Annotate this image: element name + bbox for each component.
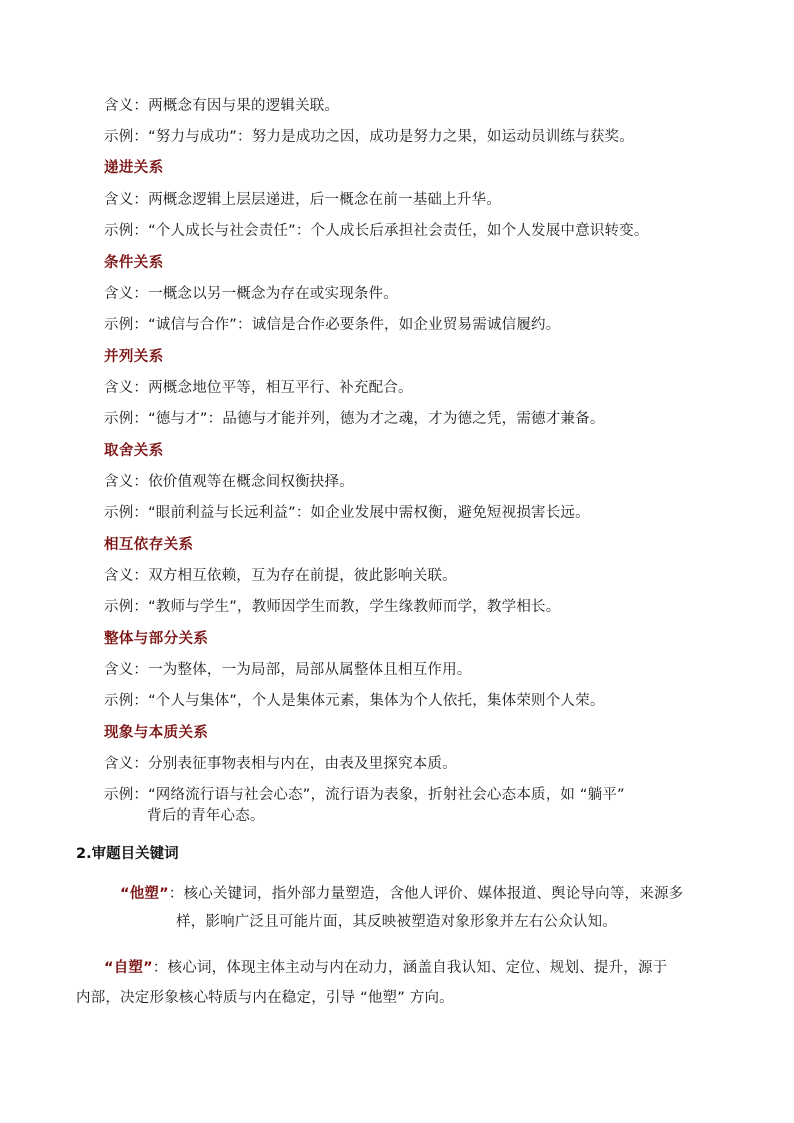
zisu-text-line1: ：核心词，体现主体主动与内在动力，涵盖自我认知、定位、规划、提升，源于 — [152, 960, 668, 976]
heading-whole-part-relation: 整体与部分关系 — [104, 631, 209, 647]
whole-part-example: 示例：“个人与集体”，个人是集体元素，集体为个人依托，集体荣则个人荣。 — [104, 693, 605, 709]
phenomenon-essence-example-continued: 背后的青年心态。 — [147, 808, 265, 824]
tradeoff-meaning: 含义：依价值观等在概念间权衡抉择。 — [104, 474, 354, 490]
tasu-paragraph-line1 — [120, 884, 683, 904]
interdependence-example: 示例：“教师与学生”，教师因学生而教，学生缘教师而学，教学相长。 — [104, 599, 561, 615]
tasu-keyword: “他塑” — [120, 886, 169, 902]
tradeoff-example: 示例：“眼前利益与长远利益”：如企业发展中需权衡，避免短视损害长远。 — [104, 505, 590, 521]
heading-parallel-relation: 并列关系 — [104, 349, 164, 365]
cause-effect-meaning: 含义：两概念有因与果的逻辑关联。 — [104, 98, 340, 114]
zisu-paragraph-line1 — [104, 958, 667, 978]
tasu-text-line1: ：核心关键词，指外部力量塑造，含他人评价、媒体报道、舆论导向等，来源多 — [168, 886, 684, 902]
parallel-meaning: 含义：两概念地位平等，相互平行、补充配合。 — [104, 380, 413, 396]
heading-tradeoff-relation: 取舍关系 — [104, 443, 164, 459]
zisu-keyword: “自塑” — [104, 960, 153, 976]
interdependence-meaning: 含义：双方相互依赖，互为存在前提，彼此影响关联。 — [104, 568, 457, 584]
whole-part-meaning: 含义：一为整体，一为局部，局部从属整体且相互作用。 — [104, 662, 472, 678]
tasu-paragraph-line2: 样，影响广泛且可能片面，其反映被塑造对象形象并左右公众认知。 — [176, 914, 617, 930]
phenomenon-essence-example: 示例：“网络流行语与社会心态”，流行语为表象，折射社会心态本质，如 “躺平” — [104, 787, 625, 803]
conditional-example: 示例：“诚信与合作”：诚信是合作必要条件，如企业贸易需诚信履约。 — [104, 317, 561, 333]
heading-progressive-relation: 递进关系 — [104, 160, 164, 176]
cause-effect-example: 示例：“努力与成功”：努力是成功之因，成功是努力之果，如运动员训练与获奖。 — [104, 129, 634, 145]
heading-conditional-relation: 条件关系 — [104, 255, 164, 271]
parallel-example: 示例：“德与才”：品德与才能并列，德为才之魂，才为德之凭，需德才兼备。 — [104, 411, 605, 427]
section-title-keywords: 2.审题目关键词 — [76, 846, 179, 862]
progressive-meaning: 含义：两概念逻辑上层层递进，后一概念在前一基础上升华。 — [104, 192, 501, 208]
progressive-example: 示例：“个人成长与社会责任”：个人成长后承担社会责任，如个人发展中意识转变。 — [104, 223, 649, 239]
phenomenon-essence-meaning: 含义：分别表征事物表相与内在，由表及里探究本质。 — [104, 756, 457, 772]
heading-phenomenon-essence-relation: 现象与本质关系 — [104, 725, 209, 741]
heading-interdependence-relation: 相互依存关系 — [104, 537, 194, 553]
conditional-meaning: 含义：一概念以另一概念为存在或实现条件。 — [104, 286, 398, 302]
zisu-paragraph-line2: 内部，决定形象核心特质与内在稳定，引导 “他塑” 方向。 — [76, 990, 454, 1006]
